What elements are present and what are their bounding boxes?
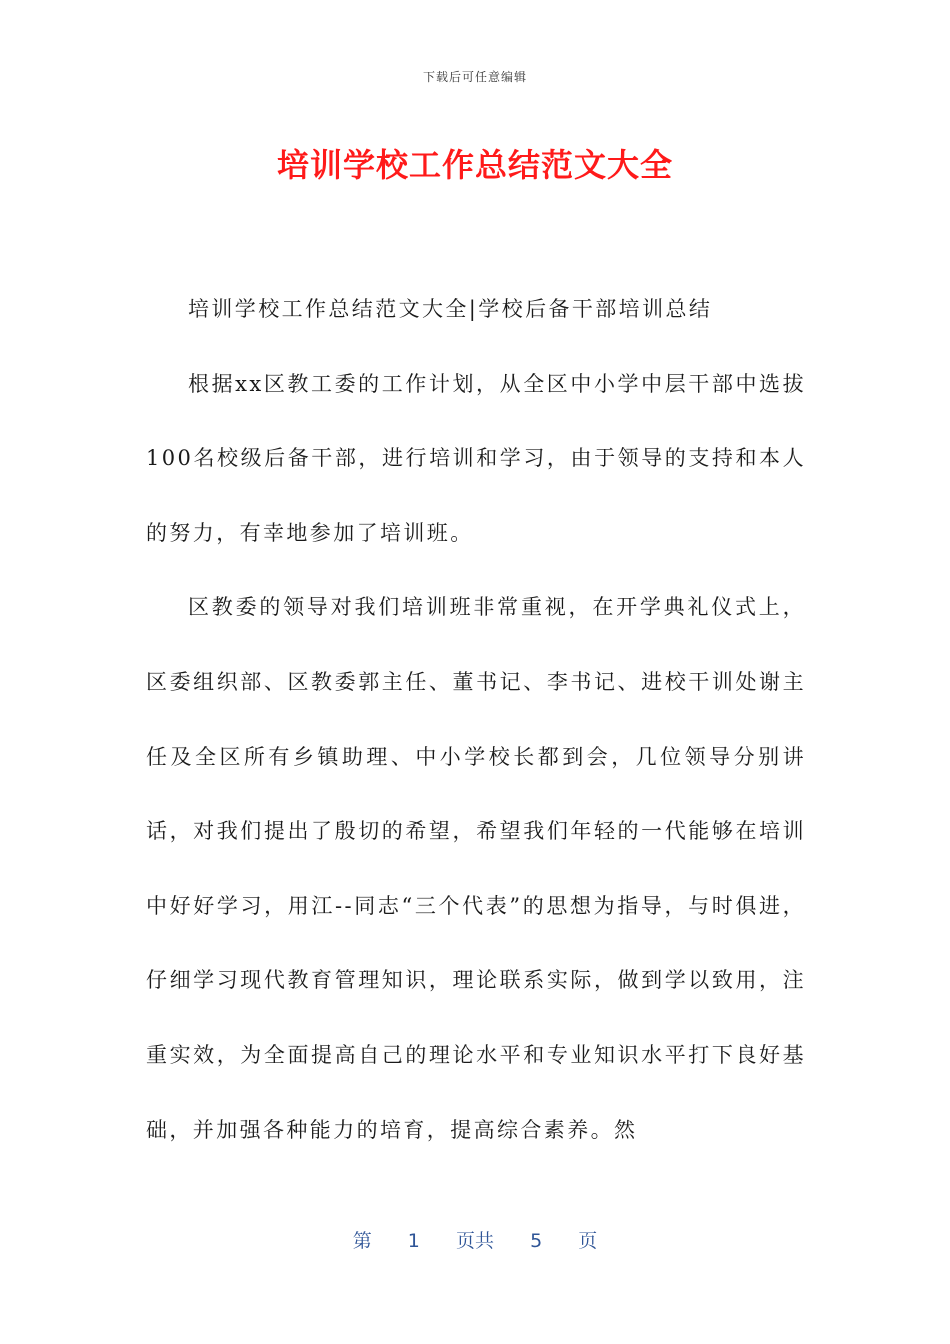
page-footer: [0, 1226, 950, 1253]
document-title: 培训学校工作总结范文大全: [276, 146, 673, 184]
page-prefix: 第: [352, 1230, 372, 1252]
paragraph-subtitle: 培训学校工作总结范文大全|学校后备干部培训总结: [188, 297, 713, 321]
page-suffix: 页: [578, 1230, 598, 1252]
header-note: 下载后可任意编辑: [422, 70, 527, 84]
current-page-number: 1: [407, 1230, 420, 1252]
paragraph-ceremony: 区教委的领导对我们培训班非常重视，在开学典礼仪式上，区委组织部、区教委郭主任、董书记、李书记、进校干训处谢主任及全区所有乡镇助理、中小学校长都到会，几位领导分别讲话，对我们提出了殷切的希望，希望我们年轻的一代能够在培训中好好学习，用江--同志“三个代表”的思想为指导，与时俱进，仔细学习现代教育管理知识，理论联系实际，做到学以致用，注重实效，为全面提高自己的理论水平和专业知识水平打下良好基础，并加强各种能力的培育，提高综合素养。然: [146, 595, 806, 1142]
page-mid: 页共: [455, 1230, 494, 1252]
document-body: [146, 272, 806, 1167]
paragraph-intro: 根据xx区教工委的工作计划，从全区中小学中层干部中选拔100名校级后备干部，进行培训和学习，由于领导的支持和本人的努力，有幸地参加了培训班。: [146, 371, 806, 545]
total-pages-number: 5: [530, 1230, 543, 1252]
